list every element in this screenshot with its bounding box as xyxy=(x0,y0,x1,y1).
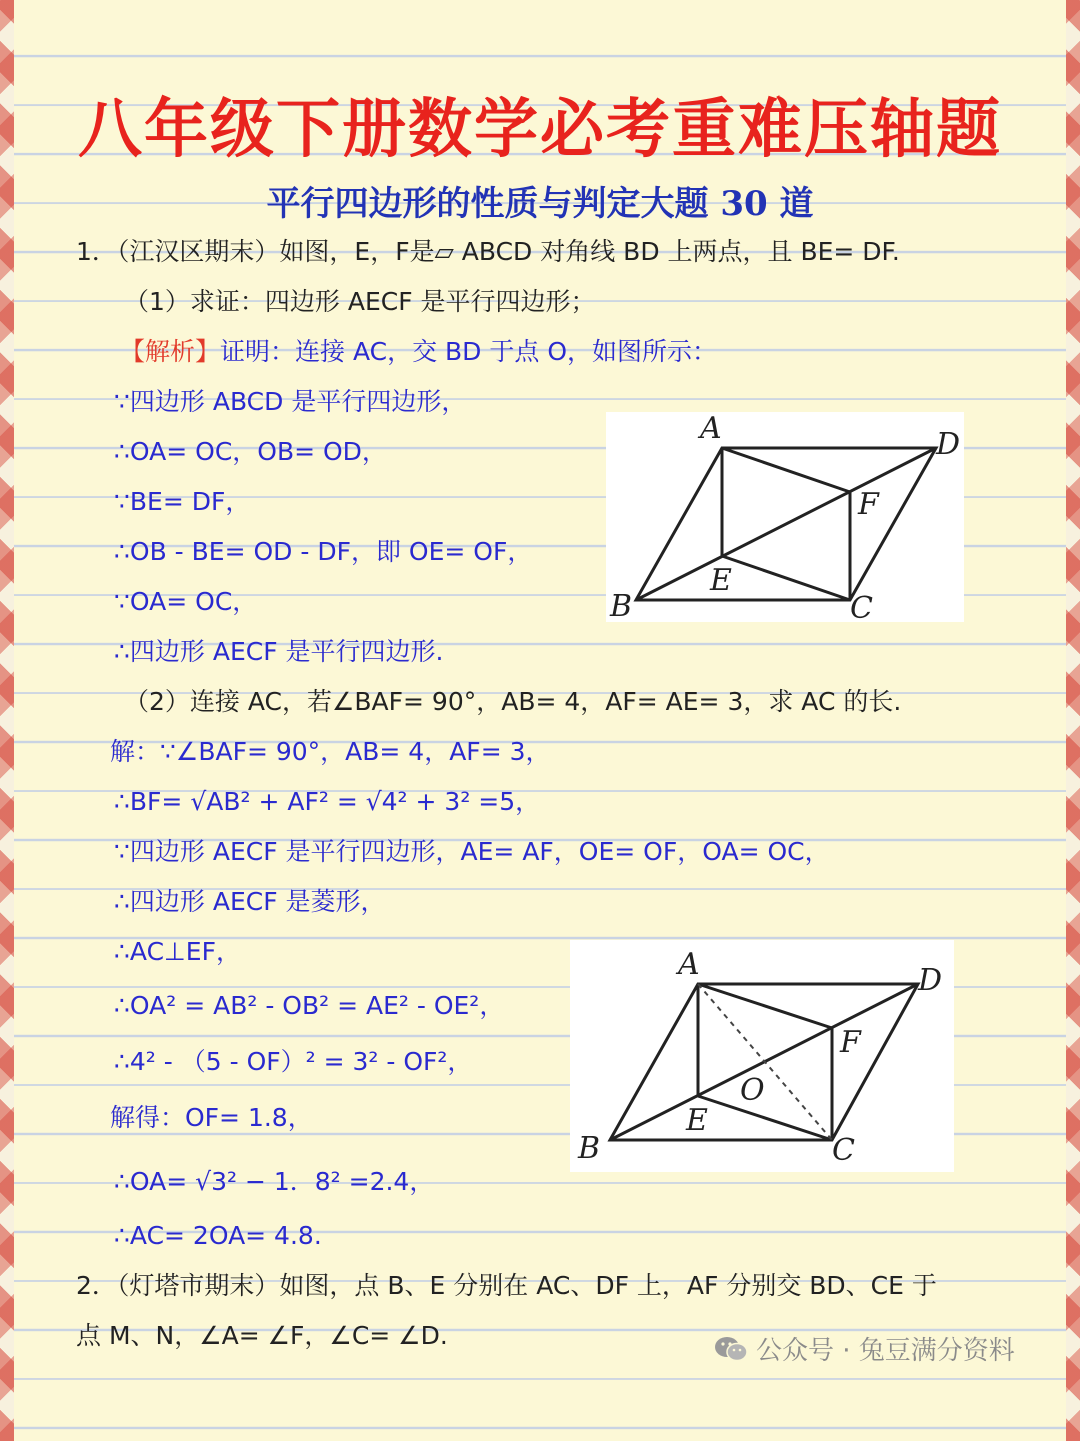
analysis-text: 证明：连接 AC，交 BD 于点 O，如图所示： xyxy=(220,337,718,366)
worksheet-paper xyxy=(14,0,1066,1441)
label-C: C xyxy=(832,1133,855,1168)
q1-step1-2: ∴OA= OC，OB= OD， xyxy=(114,437,387,466)
parallelogram-figure-1 xyxy=(606,412,964,622)
label-D: D xyxy=(918,963,943,998)
q1-part1: （1）求证：四边形 AECF 是平行四边形； xyxy=(124,287,596,316)
q1-stem: 1．（江汉区期末）如图，E，F是▱ ABCD 对角线 BD 上两点，且 BE= DF. xyxy=(76,237,900,266)
q1-step1-4: ∴OB - BE= OD - DF，即 OE= OF， xyxy=(114,537,533,566)
label-F: F xyxy=(840,1025,861,1060)
q1-step1-6: ∴四边形 AECF 是平行四边形. xyxy=(114,637,444,666)
q1-step1-5: ∵OA= OC， xyxy=(114,587,258,616)
q1-step2-9: ∴OA= √3² − 1．8² =2.4， xyxy=(114,1167,435,1196)
q2-line2: 点 M、N，∠A= ∠F，∠C= ∠D. xyxy=(76,1321,448,1350)
parallelogram-figure-2 xyxy=(570,940,954,1172)
analysis-tag: 【解析】 xyxy=(120,337,221,366)
label-E: E xyxy=(686,1103,708,1138)
q1-step1-3: ∵BE= DF， xyxy=(114,487,251,516)
label-C: C xyxy=(850,591,873,622)
page-title: 八年级下册数学必考重难压轴题 xyxy=(78,93,1002,167)
label-O: O xyxy=(740,1073,765,1108)
label-E: E xyxy=(710,563,732,598)
wechat-footer xyxy=(714,1330,1015,1367)
label-D: D xyxy=(936,427,961,462)
q2-line1: 2．（灯塔市期末）如图，点 B、E 分别在 AC、DF 上，AF 分别交 BD、CE 于 xyxy=(76,1271,937,1300)
label-A: A xyxy=(678,947,700,982)
q1-step2-3: ∵四边形 AECF 是平行四边形，AE= AF，OE= OF，OA= OC， xyxy=(114,837,830,866)
page-subtitle: 平行四边形的性质与判定大题 30 道 xyxy=(266,184,814,224)
q1-step2-1: 解：∵∠BAF= 90°，AB= 4，AF= 3， xyxy=(110,737,551,766)
label-B: B xyxy=(578,1131,601,1166)
q1-step2-2: ∴BF= √AB² + AF² = √4² + 3² =5， xyxy=(114,787,541,816)
label-B: B xyxy=(610,589,633,622)
footer-text: 公众号 · 兔豆满分资料 xyxy=(756,1336,1015,1366)
q1-part2: （2）连接 AC，若∠BAF= 90°，AB= 4，AF= AE= 3，求 AC 的长. xyxy=(124,687,902,716)
wechat-icon xyxy=(714,1335,748,1363)
label-F: F xyxy=(858,487,879,522)
label-A: A xyxy=(700,412,722,446)
q1-step2-6: ∴OA² = AB² - OB² = AE² - OE²， xyxy=(114,991,505,1020)
q1-analysis xyxy=(120,336,717,368)
q1-step2-5: ∴AC⊥EF， xyxy=(114,937,241,966)
q1-step2-10: ∴AC= 2OA= 4.8. xyxy=(114,1221,322,1250)
q1-step1-1: ∵四边形 ABCD 是平行四边形， xyxy=(114,387,467,416)
q1-step2-8: 解得：OF= 1.8， xyxy=(110,1103,313,1132)
q1-step2-4: ∴四边形 AECF 是菱形， xyxy=(114,887,386,916)
q1-step2-7: ∴4² - （5 - OF）² = 3² - OF²， xyxy=(114,1047,473,1076)
